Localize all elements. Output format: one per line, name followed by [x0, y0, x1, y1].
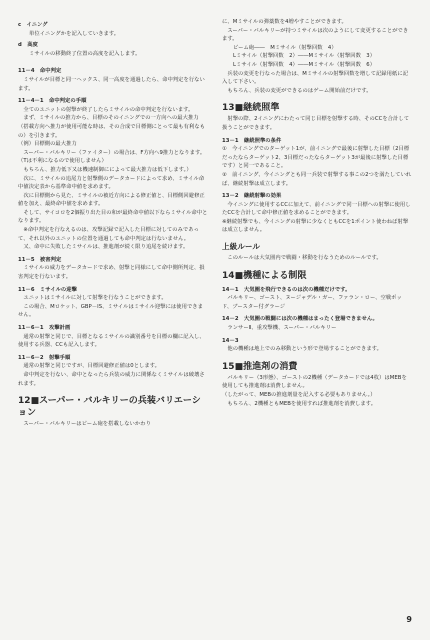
paragraph: 次に、ミサイルの追尾力と射撃側のデータカードによって求め、ミサイル命中値決定表から基準命中値を求めます。: [18, 175, 205, 191]
subsection-heading: 11－6 ミサイルの迎撃: [18, 286, 77, 293]
paragraph: ※継続射撃でも、今イニングの射撃に少なくともCCを1ポイント使わねば射撃は成立しません。: [222, 218, 409, 234]
indented-line: Lミサイル（射撃回数 2）――Mミサイル（射撃回数 3）: [233, 53, 376, 60]
subsection-heading: 14－3: [222, 337, 239, 344]
section-heading: 12■スーパー・バルキリーの兵装バリエーション: [18, 396, 201, 419]
paragraph: ランサーⅡ、重攻撃機、スーパー・バルキリー: [222, 325, 337, 332]
paragraph: ② 前イニング、今イニングとも同一兵装で射撃する事この2つを満たしていれば、継続射撃は成立します。: [222, 171, 412, 187]
subsection-heading: 11－4－1 命中判定の手順: [18, 98, 87, 105]
paragraph: スーパー・バルキリー（ファイター）の場合は、F方向へ9推力となります。（Tは不利になるので使用しません）: [18, 149, 206, 165]
paragraph: 射撃の際、2イニングにわたって同じ目標を射撃する時、そのCCを合計して扱うことができます。: [222, 116, 410, 131]
paragraph: ※命中判定を行なえるのは、攻撃記録で記入した目標に対してのみであって、それ以外のユニットの位置を通過しても命中判定は行ないません。: [18, 227, 199, 242]
paragraph: 命中判定を行ない、命中となったら兵装の威力に関係なくミサイルは破壊されます。: [18, 371, 205, 387]
subsection-heading: 14－1 大気圏を飛行できるのは次の機種だけです。: [222, 286, 351, 293]
subsection-heading: 11－5 被害判定: [18, 256, 62, 263]
subsection-heading: 14－2 大気圏の戦闘には次の機種はまったく登場できません。: [222, 316, 378, 323]
paragraph: 他の機種は地上でのみ移動という形で登場することができます。: [222, 346, 382, 353]
paragraph: スーパー・バルキリーが持つミサイルは次のようにして変更することができます。: [222, 27, 409, 43]
paragraph: スーパー・バルキリーはビーム砲を搭載しないかわり: [18, 421, 151, 428]
section-heading: 15■推進剤の消費: [222, 361, 298, 372]
paragraph: この場合、Mロケット、GBP－IS、ミサイルはミサイル迎撃には使用できません。: [18, 303, 203, 319]
indented-line: ビーム砲―― Mミサイル（射撃回数 4）: [233, 44, 337, 51]
paragraph: このルールは大気圏内で戦闘・移動を行なうためのルールです。: [222, 255, 382, 262]
paragraph: もちろん、兵装の変更ができるのはゲーム開始前だけです。: [222, 87, 372, 94]
item-heading: c イニング: [18, 22, 48, 28]
paragraph: ミサイルの威力をデータカードで求め、射撃と同様にして命中側所判定、損害判定を行ないます。: [18, 265, 205, 281]
section-heading: 13■継続照準: [222, 103, 280, 114]
subsection-heading: 13－1 継続照準の条件: [222, 137, 282, 144]
paragraph: （したがって、MEBの推進剤量を記入する必要もありません。）: [222, 392, 376, 398]
item-heading: d 高度: [18, 42, 38, 49]
paragraph: ① 今イニングでのターゲット1が、前イニングで最後に射撃した目標（2目標だったならターゲット2、3目標だったならターゲット3が最後に射撃した目標です）と同一であること。: [222, 146, 410, 170]
indented-line: ミサイルの移動終了位置の高度を記入します。: [29, 50, 141, 57]
paragraph: 通常の射撃と同じで、目標となるミサイルの識別番号を目標の欄に記入し、使用する兵器、CCも記入します。: [18, 333, 205, 349]
indented-line: 単位イニングかを記入していきます。: [29, 30, 120, 37]
paragraph: 今イニングに使用するCCに加えて、前イニングで同一目標への射撃に使用したCCを合計して命中修正値を求めることができます。: [222, 201, 411, 217]
paragraph: に、Mミサイルの弾薬数を4増やすことができます。: [222, 19, 347, 25]
paragraph: 全てのユニットの射撃が終了したらミサイルの命中判定を行ないます。: [18, 106, 194, 113]
subsection-heading: 11－6－1 攻撃計画: [18, 325, 71, 331]
section-heading: 14■機種による制限: [222, 270, 307, 281]
subsection-heading: 11－4 命中判定: [18, 68, 62, 75]
paragraph: バルキリー、ゴースト、ヌージャデル・ガー、ファラン・ロー、空戦ポッド、ブースター付グラージ: [222, 295, 402, 310]
paragraph: ミサイルが目標と同一ヘックス、同一高度を通過したら、命中判定を行ないます。: [18, 76, 205, 92]
paragraph: ユニットはミサイルに対して射撃を行なうことができます。: [18, 295, 167, 302]
paragraph: もちろん、2機種ともMEBを使用すれば推進剤を消費します。: [222, 400, 377, 407]
paragraph: そして、サイコロを2個振り出た目の和が最終命中値以下ならミサイル命中となります。: [18, 209, 208, 225]
paragraph: 又、命中に失敗したミサイルは、推進剤が続く限り追尾を続けます。: [18, 244, 189, 251]
left-column: [18, 18, 208, 429]
paragraph: まず、ミサイルの推力から、目標のそのイニングでの一方向への最大推力（搭載方向へ推力が使用可能な時は、その合成で目標側にとって最も有利なもの）を引きます。: [18, 115, 206, 139]
subsection-heading: 11－6－2 射撃手順: [18, 354, 71, 361]
spacer: [18, 58, 208, 63]
paragraph: もちろん、推力低下又は機速制御にによって最大推力は低下します。）: [18, 166, 192, 173]
paragraph: 次に目標側から見た、ミサイルの被近方向による修正値と、目標側回避修正値を加え、最終命中値を求めます。: [18, 192, 205, 208]
paragraph: 通常の射撃と同じですが、目標回避修正値は0とします。: [18, 363, 161, 370]
right-column: [222, 18, 412, 408]
paragraph: （例）目標側の最大推力: [18, 141, 77, 148]
page-number: 9: [406, 615, 412, 624]
paragraph: 兵装の変更を行なった場合は、Mミサイルの射撃回数を増して記録用紙に記入して下さい。: [222, 70, 409, 86]
paragraph: バルキリー（3形態）、ゴーストの2機種（データカードでは4枚）はMEBを使用しても推進剤は消費しません。: [222, 374, 407, 390]
subsection-heading: 13－2 継続射撃の効果: [222, 193, 282, 200]
indented-line: Lミサイル（射撃回数 4）――Mミサイル（射撃回数 6）: [233, 61, 376, 68]
part-heading: 上級ルール: [222, 242, 261, 252]
